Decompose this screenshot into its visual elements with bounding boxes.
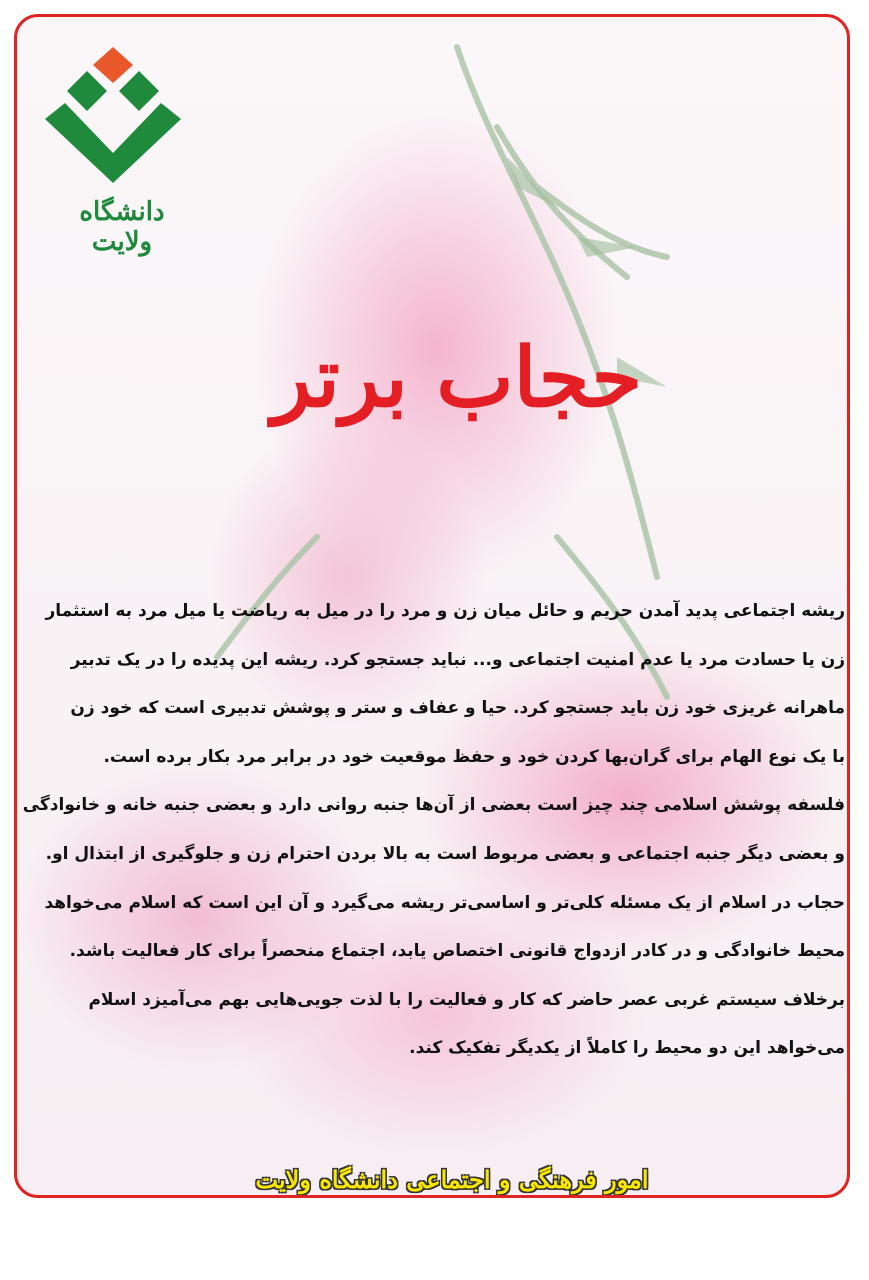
- paragraph-line: زن یا حسادت مرد یا عدم امنیت اجتماعی و... نباید جستجو کرد. ریشه این پدیده را در یک تدبیر: [70, 649, 845, 670]
- paragraph-line: ریشه اجتماعی پدید آمدن حریم و حائل میان زن و مرد را در میل به ریاضت یا میل مرد به استثمار: [45, 601, 845, 621]
- poster-frame: [14, 14, 850, 1198]
- paragraph-line: محیط خانوادگی و در کادر ازدواج قانونی اختصاص یابد، اجتماع منحصراً برای کار فعالیت باشد.: [69, 941, 845, 962]
- paragraph-line: و بعضی دیگر جنبه اجتماعی و بعضی مربوط است به بالا بردن احترام زن و جلوگیری از ابتذال او.: [45, 843, 845, 864]
- poster-title: حجاب برتر: [271, 330, 643, 426]
- university-logo-icon: [41, 41, 201, 211]
- paragraph-line: ماهرانه غریزی خود زن باید جستجو کرد. حیا و عفاف و ستر و پوشش تدبیری است که خود زن: [70, 698, 845, 719]
- paragraph-line: می‌خواهد این دو محیط را کاملاً از یکدیگر تفکیک کند.: [409, 1038, 845, 1059]
- paragraph-line: فلسفه پوشش اسلامی چند چیز است بعضی از آن‌ها جنبه روانی دارد و بعضی جنبه خانه و خانوادگی: [22, 795, 845, 816]
- paragraph-line: با یک نوع الهام برای گران‌بها کردن خود و حفظ موقعیت خود در برابر مرد بکار برده است.: [103, 746, 845, 767]
- paragraph-line: حجاب در اسلام از یک مسئله کلی‌تر و اساسی‌تر ریشه می‌گیرد و آن این است که اسلام می‌خواهد: [44, 892, 845, 913]
- body-paragraph: [22, 587, 845, 1073]
- university-logo-text: دانشگاه ولایت: [79, 197, 165, 257]
- footer-credit: امور فرهنگی و اجتماعی دانشگاه ولایت: [255, 1165, 649, 1194]
- paragraph-line: برخلاف سیستم غربی عصر حاضر که کار و فعالیت را با لذت جویی‌هایی بهم می‌آمیزد اسلام: [88, 989, 845, 1010]
